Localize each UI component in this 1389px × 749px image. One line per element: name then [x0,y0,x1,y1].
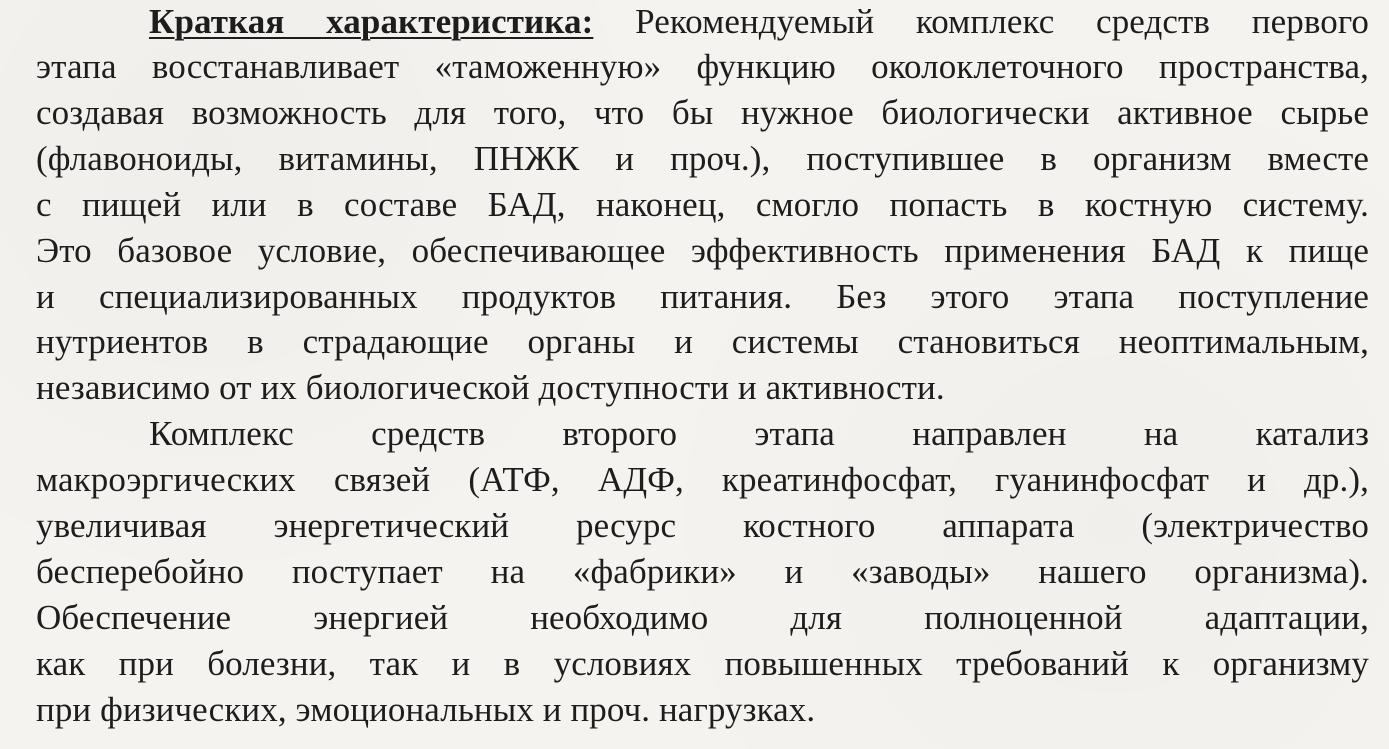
paragraph-1-line: независимо от их биологической доступности и активности. [36,368,945,407]
paragraph-2-line: бесперебойно поступает на «фабрики» и «заводы» нашего организма). [36,552,1369,591]
paragraph-1-line: этапа восстанавливает «таможенную» функцию околоклеточного пространства, [36,47,1369,86]
section-heading: Краткая характеристика: [149,2,594,41]
paragraph-1-line: и специализированных продуктов питания. Без этого этапа поступление [36,277,1369,316]
paragraph-1-line-1 [36,2,1369,42]
paragraph-1-line: Это базовое условие, обеспечивающее эффективность применения БАД к пище [36,231,1369,270]
paragraph-2-line: Комплекс средств второго этапа направлен на катализ [149,414,1369,453]
paragraph-1-line: (флавоноиды, витамины, ПНЖК и проч.), поступившее в организм вместе [36,139,1369,178]
paragraph-2-line: увеличивая энергетический ресурс костного аппарата (электричество [36,506,1369,545]
paragraph-1-line: с пищей или в составе БАД, наконец, смогло попасть в костную систему. [36,185,1369,224]
paragraph-2-line: при физических, эмоциональных и проч. нагрузках. [36,690,816,729]
paragraph-2-line: макроэргических связей (АТФ, АДФ, креатинфосфат, гуанинфосфат и др.), [36,460,1369,499]
paragraph-1-line: создавая возможность для того, что бы нужное биологически активное сырье [36,93,1369,132]
paragraph-1-line-1-text: Рекомендуемый комплекс средств первого [593,2,1369,41]
paragraph-1-line: нутриентов в страдающие органы и системы становиться неоптимальным, [36,322,1369,361]
paragraph-2-line: Обеспечение энергией необходимо для полноценной адаптации, [36,598,1369,637]
paragraph-2-line: как при болезни, так и в условиях повышенных требований к организму [36,644,1369,683]
